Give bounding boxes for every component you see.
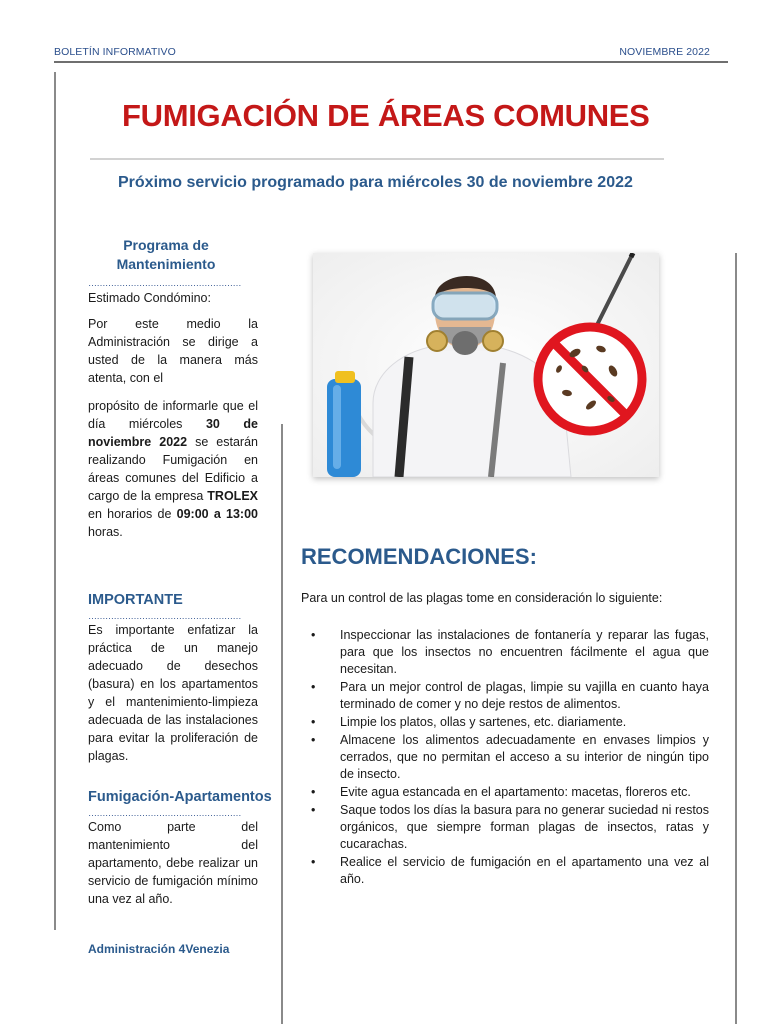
title-divider — [90, 158, 664, 160]
announcement-text-4: horas. — [88, 525, 123, 539]
important-heading: IMPORTANTE — [88, 592, 183, 608]
list-item — [301, 679, 709, 713]
announcement-paragraph — [88, 397, 258, 541]
page-subtitle: Próximo servicio programado para miércoles 30 de noviembre 2022 — [118, 174, 633, 191]
sidebar-intro — [88, 289, 258, 549]
list-item — [301, 714, 709, 731]
recommendations-heading: RECOMENDACIONES: — [301, 544, 537, 569]
service-hours: 09:00 a 13:00 — [176, 507, 259, 521]
fumigation-worker-no-insects-icon — [313, 253, 659, 477]
recommendations-list — [301, 627, 709, 889]
bullet: • — [311, 733, 316, 747]
list-item — [301, 784, 709, 801]
announcement-text-1: propósito de informarle que el día miércoles — [88, 399, 258, 431]
list-item — [301, 627, 709, 678]
important-section — [88, 591, 258, 773]
header-divider — [54, 61, 728, 63]
important-text: Es importante enfatizar la práctica de un manejo adecuado de desechos (basura) en los apartamentos y el mantenimiento-limpieza adecuada de las instalaciones para evitar la proliferación de plagas. — [88, 623, 258, 763]
announcement-text-2: se estarán realizando Fumigación en áreas comunes del Edificio a cargo de la empresa — [88, 435, 258, 503]
company-name: TROLEX — [207, 489, 258, 503]
service-date: 30 de noviembre 2022 — [88, 417, 259, 449]
newsletter-date: NOVIEMBRE 2022 — [619, 46, 710, 58]
announcement-text-3: en horarios de — [88, 507, 177, 521]
list-item-text: Para un mejor control de plagas, limpie su vajilla en cuanto haya terminado de comer y no deje restos de alimentos. — [340, 680, 709, 711]
left-column-border — [54, 72, 56, 930]
bullet: • — [311, 855, 316, 869]
right-column-border — [735, 253, 737, 1024]
list-item-text: Evite agua estancada en el apartamento: macetas, floreros etc. — [340, 785, 691, 799]
bullet: • — [311, 680, 316, 694]
recommendations-intro: Para un control de las plagas tome en consideración lo siguiente: — [301, 591, 663, 605]
intro-paragraph: Por este medio la Administración se dirige a usted de la manera más atenta, con el — [88, 317, 258, 385]
list-item — [301, 802, 709, 853]
middle-column-border — [281, 424, 283, 1024]
bullet: • — [311, 628, 316, 642]
list-item-text: Saque todos los días la basura para no generar suciedad ni restos orgánicos, que siempre forman plagas de insectos, ratas y cucarachas. — [340, 803, 709, 851]
list-item-text: Limpie los platos, ollas y sartenes, etc. diariamente. — [340, 715, 627, 729]
list-item-text: Realice el servicio de fumigación en el apartamento una vez al año. — [340, 855, 709, 886]
fumigation-photo — [313, 253, 659, 477]
apartments-heading: Fumigación-Apartamentos — [88, 789, 272, 805]
bullet: • — [311, 785, 316, 799]
apartments-section — [88, 788, 278, 916]
list-item — [301, 854, 709, 888]
bullet: • — [311, 715, 316, 729]
program-heading: Programa de Mantenimiento — [116, 237, 216, 272]
apartments-dotted-rule: ……………………………………………… — [88, 810, 241, 816]
bullet: • — [311, 803, 316, 817]
important-dotted-rule: ……………………………………………… — [88, 613, 241, 619]
apartments-text: Como parte del mantenimiento del apartamento, debe realizar un servicio de fumigación mínimo una vez al año. — [88, 820, 258, 906]
list-item-text: Inspeccionar las instalaciones de fontanería y reparar las fugas, para que los insectos no encuentren fácilmente el agua que necesitan. — [340, 628, 709, 676]
greeting: Estimado Condómino: — [88, 291, 211, 305]
program-dotted-rule: ……………………………………………… — [88, 280, 241, 286]
page-title: FUMIGACIÓN DE ÁREAS COMUNES — [122, 98, 650, 133]
list-item-text: Almacene los alimentos adecuadamente en envases limpios y cerrados, que no permitan el acceso a su interior de ningún tipo de insecto. — [340, 733, 709, 781]
signature: Administración 4Venezia — [88, 942, 230, 956]
newsletter-label: BOLETÍN INFORMATIVO — [54, 46, 176, 58]
list-item — [301, 732, 709, 783]
